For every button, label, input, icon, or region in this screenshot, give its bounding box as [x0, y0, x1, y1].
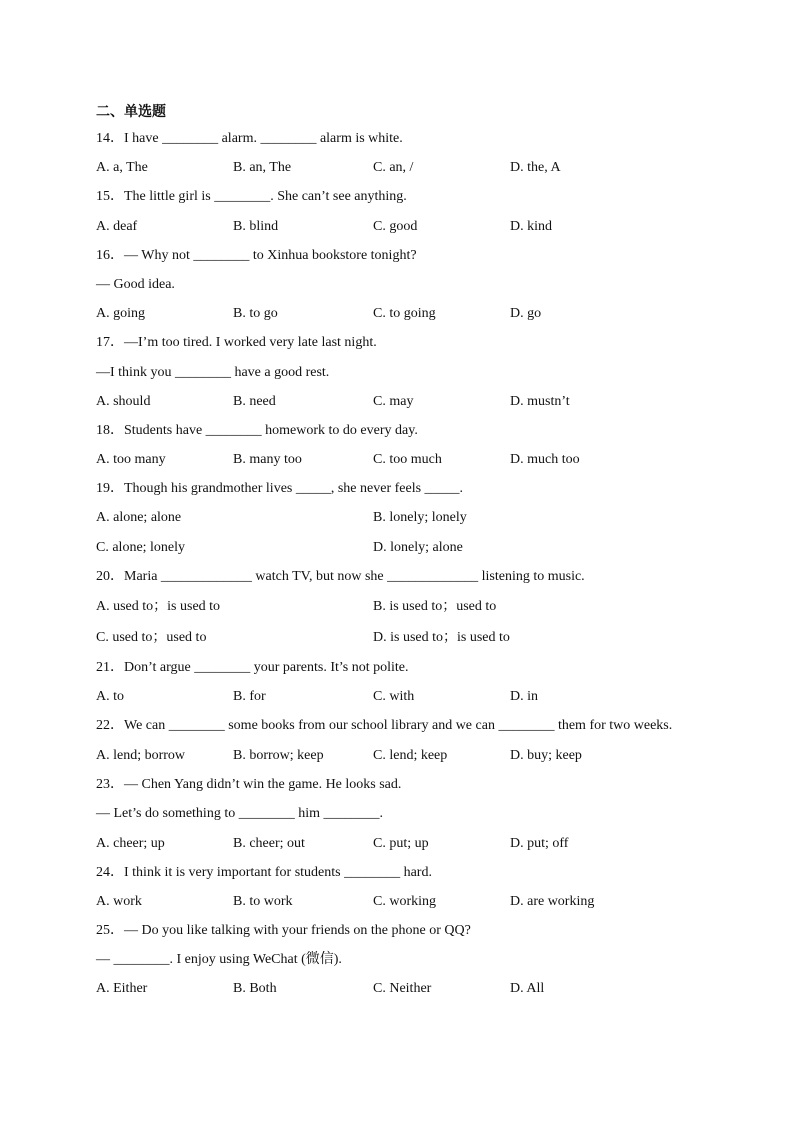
option-c[interactable]: C. used to；used to: [96, 630, 207, 645]
option-b[interactable]: B. need: [233, 393, 276, 409]
option-a[interactable]: A. used to；is used to: [96, 599, 221, 614]
option-b[interactable]: B. many too: [233, 452, 302, 468]
option-c[interactable]: C. Neither: [373, 981, 432, 997]
question-24: 24．I think it is very important for students ________ hard.: [96, 864, 432, 880]
option-a[interactable]: A. to: [96, 689, 124, 705]
option-c[interactable]: C. may: [373, 393, 414, 409]
question-17: 17．—I’m too tired. I worked very late last night.: [96, 335, 377, 351]
option-a[interactable]: A. going: [96, 306, 145, 322]
option-a[interactable]: A. work: [96, 893, 142, 909]
option-b[interactable]: B. an, The: [233, 160, 292, 176]
options-23: [96, 829, 706, 858]
question-25: 25．— Do you like talking with your friends on the phone or QQ?: [96, 923, 471, 939]
option-d[interactable]: D. lonely; alone: [373, 539, 463, 555]
option-b[interactable]: B. for: [233, 689, 266, 705]
question-19: 19．Though his grandmother lives _____, she never feels _____.: [96, 481, 464, 497]
question-17-reply: —I think you ________ have a good rest.: [96, 364, 330, 380]
question-15: 15．The little girl is ________. She can’t see anything.: [96, 189, 407, 205]
options-20-row-2: [96, 622, 706, 653]
option-d[interactable]: D. All: [510, 981, 545, 997]
option-d[interactable]: D. in: [510, 689, 538, 705]
option-a[interactable]: A. too many: [96, 452, 166, 468]
options-20-row-1: [96, 591, 706, 622]
question-16: 16．— Why not ________ to Xinhua bookstore tonight?: [96, 247, 417, 263]
question-22: 22．We can ________ some books from our school library and we can ________ them for two weeks.: [96, 718, 673, 734]
option-a[interactable]: A. Either: [96, 981, 148, 997]
question-18: 18．Students have ________ homework to do every day.: [96, 422, 418, 438]
option-d[interactable]: D. are working: [510, 893, 595, 909]
options-18: [96, 445, 706, 474]
section-title: 二、单选题: [96, 104, 166, 120]
option-c[interactable]: C. working: [373, 893, 436, 909]
question-25-reply: — ________. I enjoy using WeChat (微信).: [96, 952, 342, 968]
option-c[interactable]: C. to going: [373, 306, 436, 322]
option-a[interactable]: A. lend; borrow: [96, 747, 186, 763]
option-b[interactable]: B. to work: [233, 893, 293, 909]
option-c[interactable]: C. alone; lonely: [96, 539, 186, 555]
options-14: [96, 153, 706, 182]
option-d[interactable]: D. is used to；is used to: [373, 630, 510, 645]
option-a[interactable]: A. alone; alone: [96, 510, 182, 526]
option-d[interactable]: D. go: [510, 306, 542, 322]
options-19-row-2: [96, 533, 706, 562]
option-c[interactable]: C. put; up: [373, 835, 429, 851]
options-22: [96, 741, 706, 770]
options-25: [96, 974, 706, 1003]
option-b[interactable]: B. blind: [233, 218, 279, 234]
options-17: [96, 387, 706, 416]
question-21: 21．Don’t argue ________ your parents. It’s not polite.: [96, 660, 409, 675]
option-a[interactable]: A. should: [96, 393, 151, 409]
option-c[interactable]: C. good: [373, 218, 418, 234]
option-c[interactable]: C. lend; keep: [373, 747, 448, 763]
option-b[interactable]: B. cheer; out: [233, 835, 305, 851]
question-23-reply: — Let’s do something to ________ him ________.: [96, 806, 383, 822]
question-23: 23．— Chen Yang didn’t win the game. He looks sad.: [96, 777, 402, 793]
question-14: 14．I have ________ alarm. ________ alarm is white.: [96, 131, 403, 146]
question-20: 20．Maria _____________ watch TV, but now she _____________ listening to music.: [96, 568, 585, 584]
option-d[interactable]: D. buy; keep: [510, 747, 582, 763]
option-c[interactable]: C. an, /: [373, 160, 414, 176]
option-d[interactable]: D. the, A: [510, 160, 561, 176]
option-a[interactable]: A. cheer; up: [96, 835, 165, 851]
option-b[interactable]: B. lonely; lonely: [373, 510, 467, 526]
option-b[interactable]: B. Both: [233, 981, 277, 997]
option-b[interactable]: B. to go: [233, 306, 278, 322]
option-d[interactable]: D. much too: [510, 452, 580, 468]
option-b[interactable]: B. is used to；used to: [373, 599, 497, 614]
options-24: [96, 887, 706, 916]
question-16-reply: — Good idea.: [96, 276, 175, 292]
option-b[interactable]: B. borrow; keep: [233, 747, 324, 763]
option-a[interactable]: A. deaf: [96, 218, 138, 234]
options-15: [96, 212, 706, 241]
option-d[interactable]: D. put; off: [510, 835, 569, 851]
option-d[interactable]: D. mustn’t: [510, 393, 570, 409]
option-a[interactable]: A. a, The: [96, 160, 148, 176]
option-c[interactable]: C. too much: [373, 452, 442, 468]
option-c[interactable]: C. with: [373, 689, 415, 705]
options-16: [96, 299, 706, 328]
options-21: [96, 682, 706, 711]
exam-page: [96, 100, 706, 1004]
option-d[interactable]: D. kind: [510, 218, 552, 234]
options-19-row-1: [96, 503, 706, 532]
